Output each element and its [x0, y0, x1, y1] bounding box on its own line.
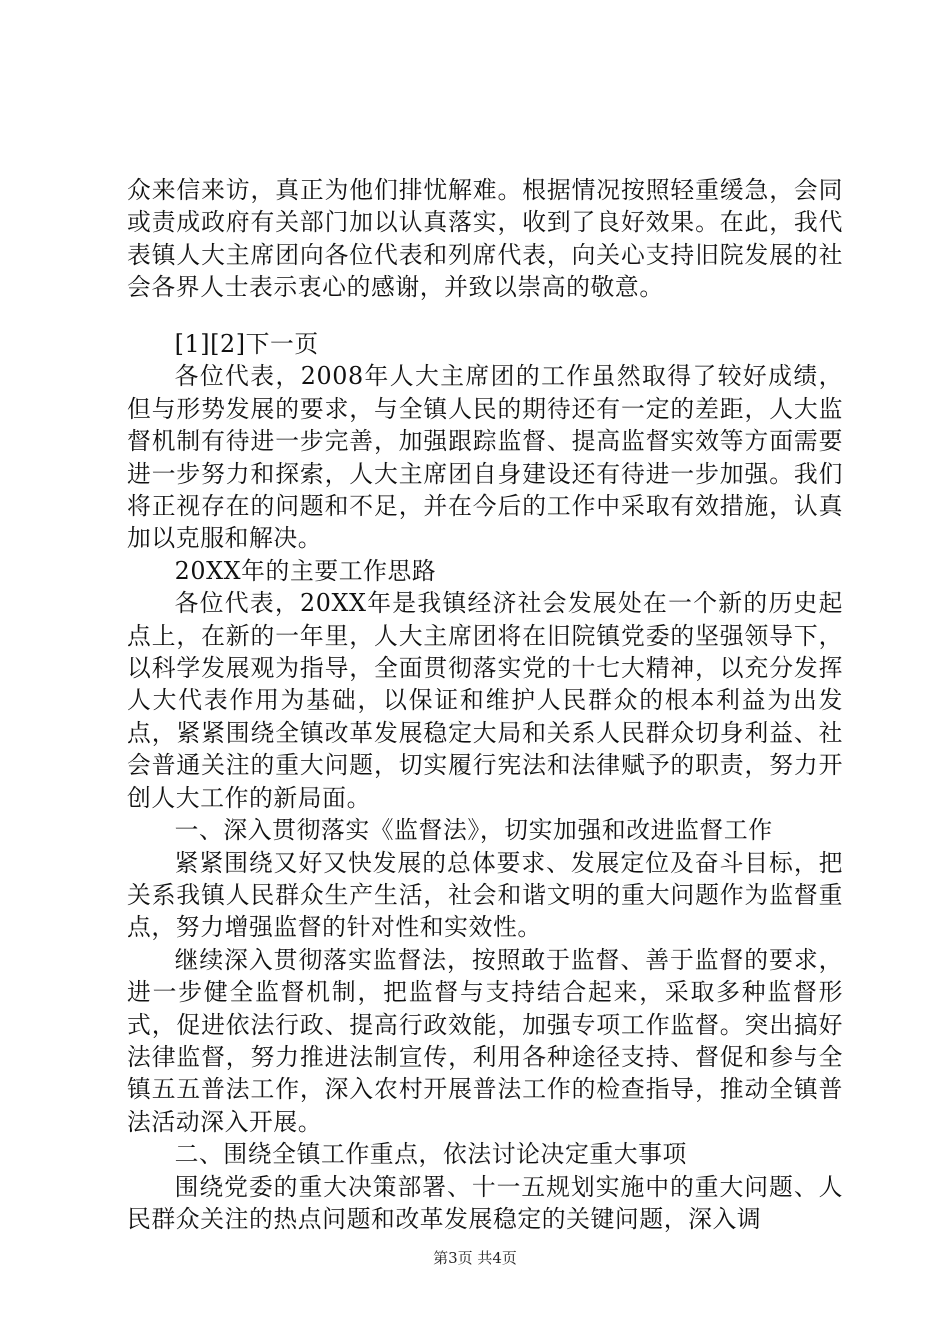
- subheading-two: 二、围绕全镇工作重点，依法讨论决定重大事项: [174, 1140, 687, 1169]
- subheading-one: 一、深入贯彻落实《监督法》，切实加强和改进监督工作: [174, 816, 773, 845]
- main-text-block: [127, 328, 843, 1235]
- paragraph-supervision-focus: 紧紧围绕又好又快发展的总体要求、发展定位及奋斗目标，把关系我镇人民群众生产生活，社会和谐文明的重大问题作为监督重点，努力增强监督的针对性和实效性。: [127, 848, 843, 942]
- paragraph-key-matters: 围绕党委的重大决策部署、十一五规划实施中的重大问题、人民群众关注的热点问题和改革发展稳定的关键问题，深入调: [127, 1172, 843, 1233]
- paragraph-summary: 各位代表，2008年人大主席团的工作虽然取得了较好成绩，但与形势发展的要求，与全镇人民的期待还有一定的差距，人大监督机制有待进一步完善，加强跟踪监督、提高监督实效等方面需要进一步努力和探索，人大主席团自身建设还有待进一步加强。我们将正视存在的问题和不足，并在今后的工作中采取有效措施，认真加以克服和解决。: [127, 362, 843, 553]
- paragraph-supervision-law: 继续深入贯彻落实监督法，按照敢于监督、善于监督的要求，进一步健全监督机制，把监督与支持结合起来，采取多种监督形式，促进依法行政、提高行政效能，加强专项工作监督。突出搞好法律监督，努力推进法制宣传，利用各种途径支持、督促和参与全镇五五普法工作，深入农村开展普法工作的检查指导，推动全镇普法活动深入开展。: [127, 945, 843, 1136]
- page-nav-link[interactable]: [1][2]下一页: [174, 330, 319, 358]
- paragraph-work-plan: 各位代表，20XX年是我镇经济社会发展处在一个新的历史起点上，在新的一年里，人大主席团将在旧院镇党委的坚强领导下，以科学发展观为指导，全面贯彻落实党的十七大精神，以充分发挥人大代表作用为基础，以保证和维护人民群众的根本利益为出发点，紧紧围绕全镇改革发展稳定大局和关系人民群众切身利益、社会普通关注的重大问题，切实履行宪法和法律赋予的职责，努力开创人大工作的新局面。: [127, 589, 843, 812]
- page-footer: 第3页 共4页: [433, 1249, 517, 1267]
- paragraph-continued: 众来信来访，真正为他们排忧解难。根据情况按照轻重缓急，会同或责成政府有关部门加以认真落实，收到了良好效果。在此，我代表镇人大主席团向各位代表和列席代表，向关心支持旧院发展的社会各界人士表示衷心的感谢，并致以崇高的敬意。: [127, 176, 843, 302]
- section-heading-work-plan: 20XX年的主要工作思路: [174, 556, 437, 585]
- continued-paragraph-block: [127, 174, 843, 304]
